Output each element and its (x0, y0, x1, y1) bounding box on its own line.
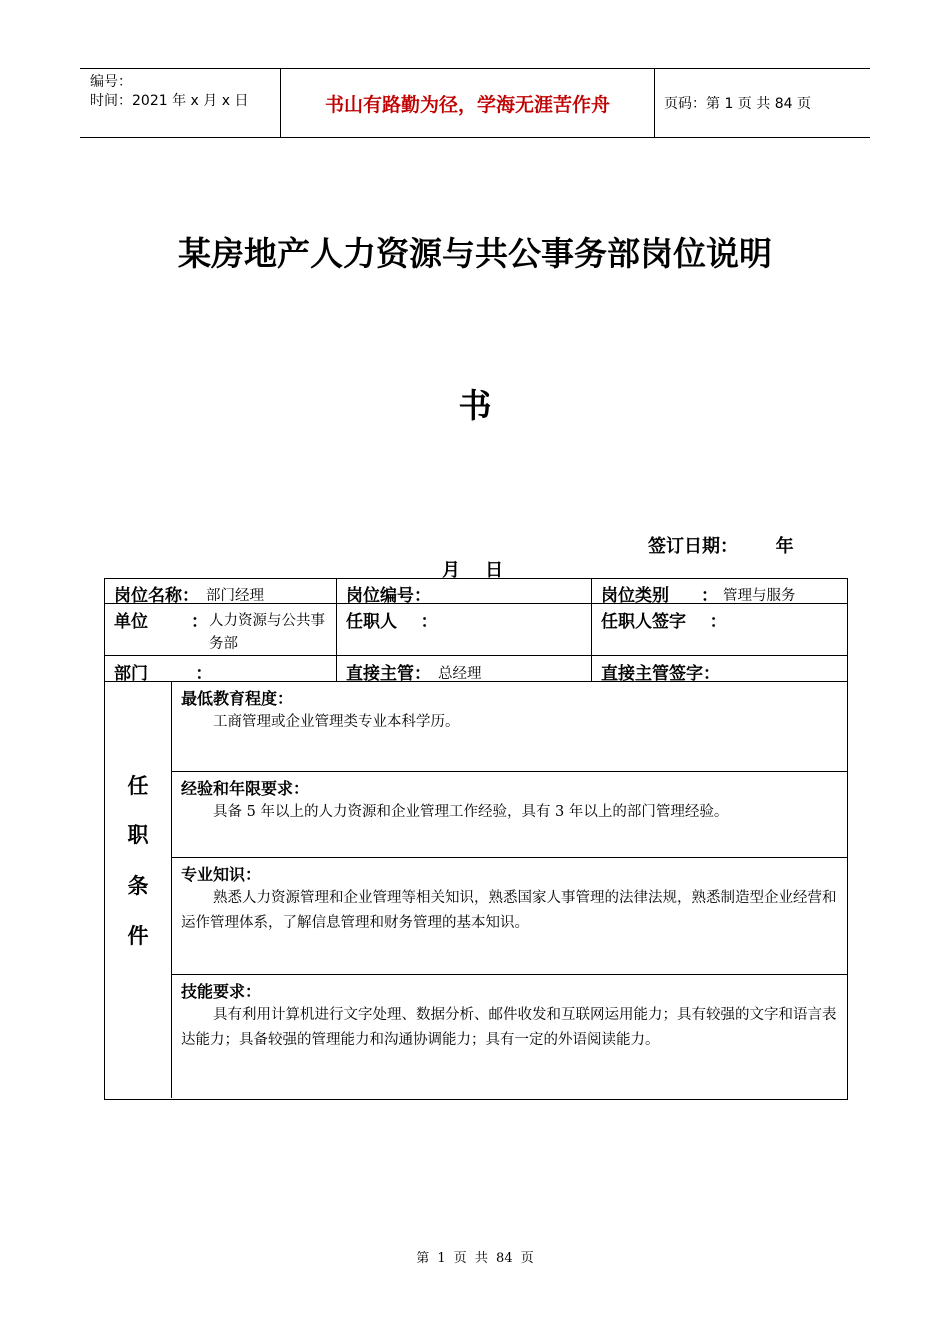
table-row-dept (105, 656, 847, 682)
post-type-colon: ： (701, 586, 718, 606)
dept-cell (105, 656, 337, 684)
incumbent-sign-label: 任职人签字 ： (601, 612, 727, 632)
side-char-1: 任 (127, 774, 149, 798)
section-body: 熟悉人力资源管理和企业管理等相关知识，熟悉国家人事管理的法律法规，熟悉制造型企业经营和运作管理体系，了解信息管理和财务管理的基本知识。 (181, 890, 837, 931)
unit-value: 人力资源与公共事务部 (209, 613, 325, 652)
unit-cell (105, 604, 337, 655)
number-label: 编号： (90, 74, 132, 90)
document-header (80, 68, 870, 138)
post-type-label: 岗位类别 (601, 586, 669, 606)
table-row-unit (105, 604, 847, 656)
side-char-3: 条 (127, 874, 149, 898)
section-skills (172, 975, 847, 1098)
sign-date-label: 签订日期： 年 (648, 536, 794, 557)
supervisor-sign-label: 直接主管签字： (601, 664, 720, 684)
supervisor-value: 总经理 (438, 666, 482, 682)
supervisor-cell (337, 656, 592, 684)
unit-colon: ： (191, 612, 208, 632)
supervisor-label: 直接主管： (346, 664, 431, 684)
header-meta (90, 73, 248, 111)
section-body: 工商管理或企业管理类专业本科学历。 (213, 714, 460, 730)
post-name-value: 部门经理 (206, 588, 264, 604)
section-title: 最低教育程度： (181, 689, 294, 708)
incumbent-label: 任职人 ： (346, 612, 438, 632)
section-experience (172, 772, 847, 858)
post-number-cell (337, 579, 592, 606)
document-title-line2: 书 (458, 386, 492, 425)
sign-date-month-day: 月 日 (442, 560, 504, 581)
incumbent-cell (337, 604, 592, 655)
section-body: 具有利用计算机进行文字处理、数据分析、邮件收发和互联网运用能力；具有较强的文字和语言表达能力；具备较强的管理能力和沟通协调能力；具有一定的外语阅读能力。 (181, 1007, 837, 1048)
post-name-cell (105, 579, 337, 606)
section-education (172, 682, 847, 772)
header-page-info: 页码：第 1 页 共 84 页 (664, 96, 811, 112)
document-title-line1: 某房地产人力资源与共公事务部岗位说明 (178, 234, 772, 273)
incumbent-sign-cell (592, 604, 847, 655)
dept-label: 部门 ： (114, 664, 213, 684)
page-footer: 第 1 页 共 84 页 (416, 1251, 534, 1266)
post-type-value: 管理与服务 (723, 588, 796, 604)
side-char-2: 职 (127, 823, 149, 847)
side-char-4: 件 (127, 924, 149, 948)
time-label: 时间：2021 年 x 月 x 日 (90, 93, 249, 109)
supervisor-sign-cell (592, 656, 847, 684)
unit-label: 单位 (114, 612, 148, 632)
post-number-label: 岗位编号： (346, 586, 431, 606)
header-motto: 书山有路勤为径，学海无涯苦作舟 (280, 69, 655, 137)
post-name-label: 岗位名称： (114, 586, 199, 606)
section-title: 专业知识： (181, 865, 262, 884)
job-description-table (104, 578, 848, 1100)
post-type-cell (592, 579, 847, 606)
section-body: 具备 5 年以上的人力资源和企业管理工作经验，具有 3 年以上的部门管理经验。 (213, 804, 729, 820)
section-title: 经验和年限要求： (181, 779, 310, 798)
section-knowledge (172, 858, 847, 975)
qualifications-side-label (105, 682, 172, 1098)
table-row-post (105, 579, 847, 604)
section-title: 技能要求： (181, 982, 262, 1001)
